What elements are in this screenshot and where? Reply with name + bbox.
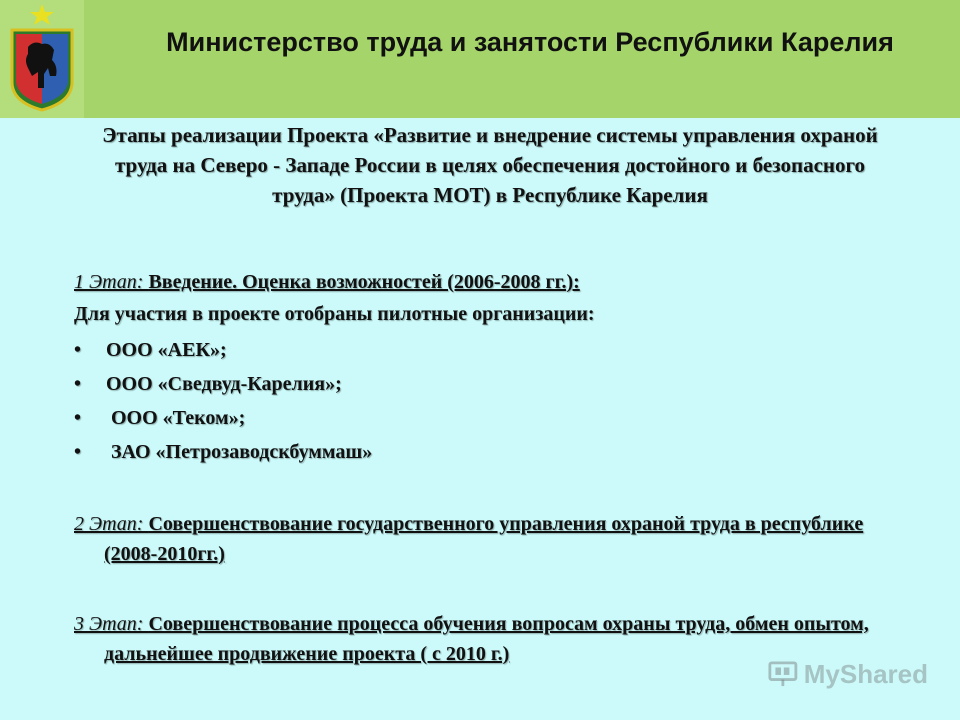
org-name: ЗАО «Петрозаводскбуммаш» xyxy=(106,441,373,463)
org-name: ООО «Сведвуд-Карелия»; xyxy=(106,373,342,395)
org-name: ООО «АЕК»; xyxy=(106,339,227,361)
stage-1-text: Введение. Оценка возможностей (2006-2008 гг.): xyxy=(148,271,580,293)
karelia-coat-of-arms-icon xyxy=(4,2,80,114)
stage-2-text: Совершенствование государственного управления охраной труда в республике (2008-2010гг.) xyxy=(104,513,864,565)
bullet-icon: • xyxy=(74,373,82,395)
stage-3-label: 3 Этап: xyxy=(74,613,144,635)
watermark-text: MyShared xyxy=(803,658,928,689)
ministry-title: Министерство труда и занятости Республики Карелия xyxy=(166,27,894,57)
list-item xyxy=(74,435,904,469)
pilot-org-list xyxy=(74,333,904,469)
pilot-intro: Для участия в проекте отобраны пилотные организации: xyxy=(74,303,595,325)
list-item xyxy=(74,401,904,435)
stage-2 xyxy=(74,509,904,569)
list-item xyxy=(74,333,904,367)
projector-screen-icon xyxy=(768,659,798,689)
stage-2-label: 2 Этап: xyxy=(74,513,144,535)
stage-3-text: Совершенствование процесса обучения вопросам охраны труда, обмен опытом, дальнейшее продвижение проекта ( с 2010 г.) xyxy=(104,613,869,665)
list-item xyxy=(74,367,904,401)
bullet-icon: • xyxy=(74,407,82,429)
bullet-icon: • xyxy=(74,441,82,463)
content-body xyxy=(74,267,904,669)
stage-1 xyxy=(74,267,904,297)
org-name: ООО «Теком»; xyxy=(106,407,246,429)
header-bar xyxy=(0,0,960,118)
emblem-box xyxy=(0,0,84,118)
bullet-icon: • xyxy=(74,339,82,361)
stage-1-label: 1 Этап: xyxy=(74,271,144,293)
watermark xyxy=(768,654,928,694)
stages-heading: Этапы реализации Проекта «Развитие и внедрение системы управления охраной труда на Северо - Западе России в целях обеспечения достойного и безопасного труда» (Проекта МОТ) в Республике Карелия xyxy=(102,123,878,207)
